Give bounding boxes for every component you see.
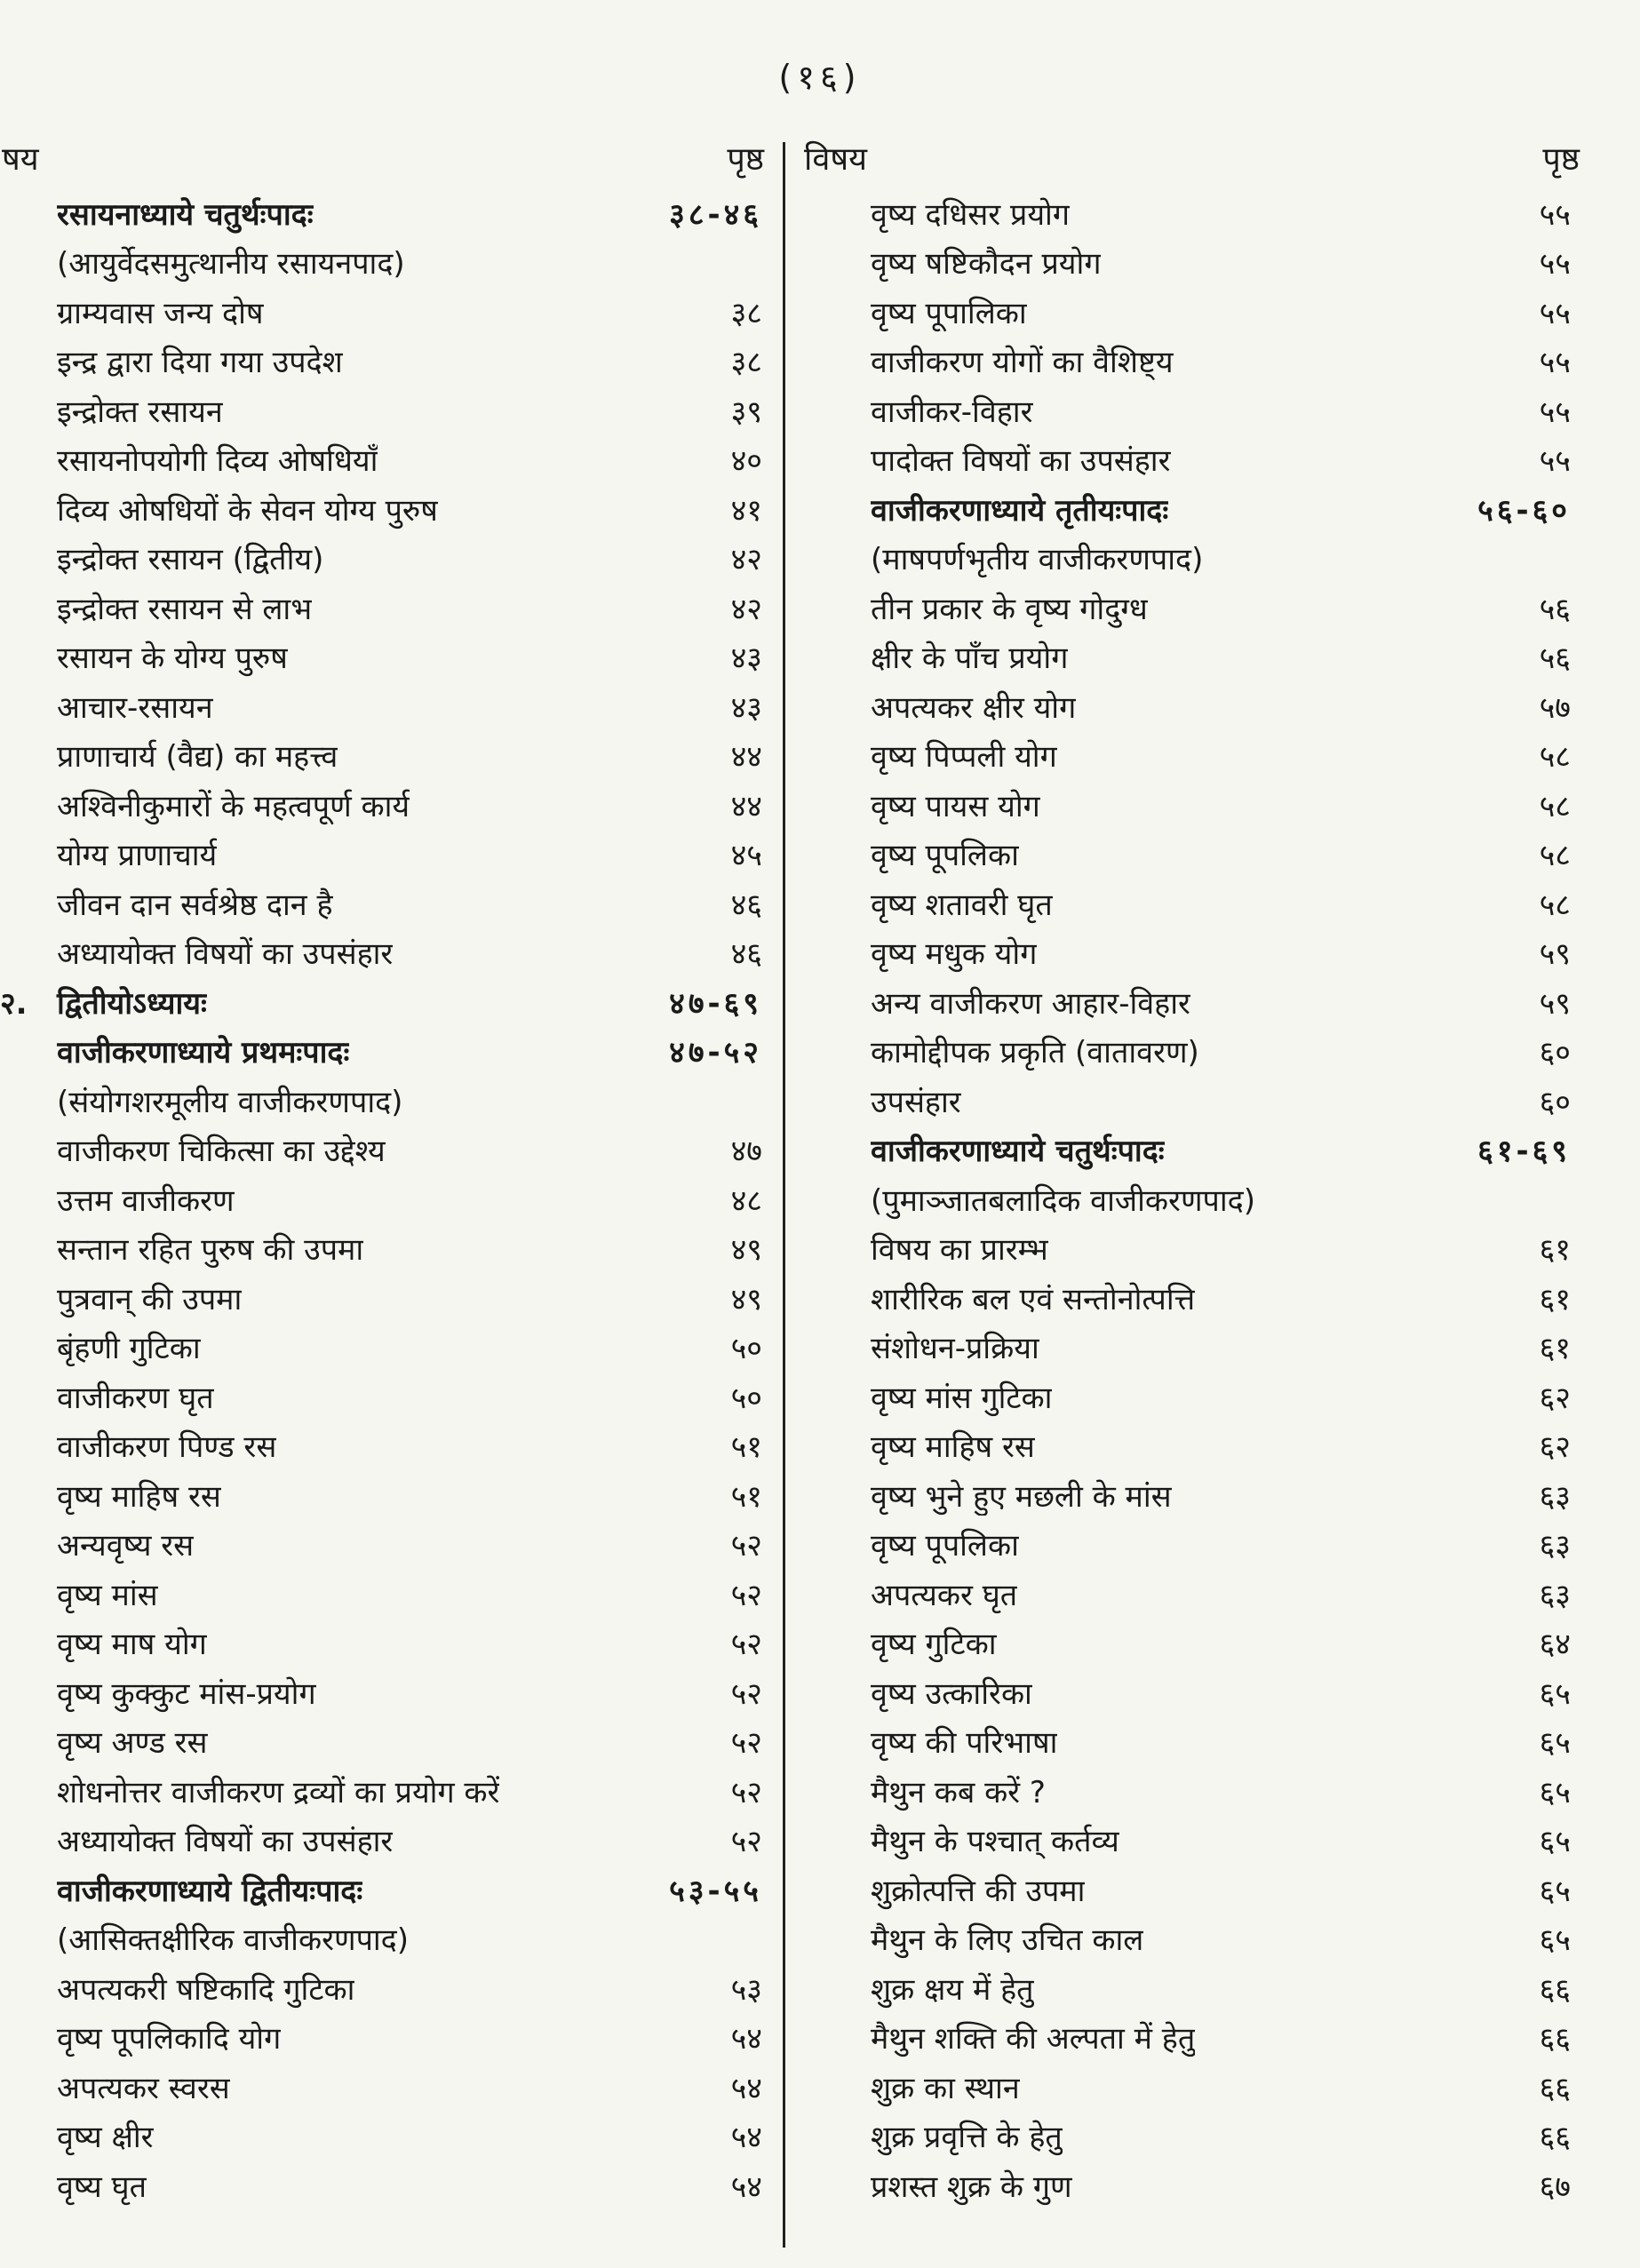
right-column [800,135,1588,2210]
toc-item [800,1421,1588,1471]
toc-item [800,1520,1588,1570]
toc-title: (संयोगशरमूलीय वाजीकरणपाद) [57,1084,403,1120]
toc-item [0,1273,773,1323]
left-column [0,135,773,2210]
toc-title: वृष्य पूपलिका [871,838,1019,874]
toc-page-number: ६२ [1539,1429,1571,1466]
toc-title: (आसिक्तक्षीरिक वाजीकरणपाद) [57,1922,410,1959]
toc-page-number: ५८ [1539,788,1571,824]
toc-title: मैथुन के लिए उचित काल [871,1922,1144,1959]
toc-item [0,2062,773,2112]
toc-title: योग्य प्राणाचार्य [57,838,218,874]
toc-title: वृष्य पूपलिकादि योग [57,2021,282,2057]
toc-item [800,1667,1588,1717]
toc-page-number: ४५ [730,838,762,874]
toc-page-number: ५० [730,1380,762,1416]
page-number: (१६) [778,58,862,97]
page-header: पृष्ठ [1542,141,1580,178]
toc-title: वाजीकर-विहार [871,394,1033,430]
toc-page-number: ६२ [1539,1380,1571,1416]
toc-item [0,780,773,830]
toc-item [800,386,1588,435]
toc-title: वृष्य मधुक योग [871,936,1038,973]
toc-heading [800,484,1588,534]
toc-title: वृष्य पिप्पली योग [871,739,1057,776]
toc-item [0,1470,773,1520]
toc-title: बृंहणी गुटिका [57,1331,201,1367]
toc-page-number: ४२ [730,591,762,627]
toc-item [800,1914,1588,1964]
toc-page-number: ५९ [1539,985,1571,1022]
toc-title: वृष्य गुटिका [871,1627,997,1663]
toc-page-number: ६५ [1539,1873,1571,1909]
toc-item [0,1323,773,1373]
toc-item [0,1421,773,1471]
toc-page-number: ६० [1539,1035,1571,1071]
toc-item [800,1224,1588,1274]
left-toc-list [0,188,773,2210]
toc-title: वृष्य मांस [57,1577,158,1613]
toc-title: अन्य वाजीकरण आहार-विहार [871,985,1190,1022]
toc-item [0,633,773,682]
toc-title: कामोद्दीपक प्रकृति (वातावरण) [871,1035,1199,1071]
toc-item [800,1470,1588,1520]
toc-title: वाजीकरणाध्याये द्वितीयःपादः [57,1873,363,1909]
toc-page-number: ६१ [1539,1232,1571,1269]
toc-title: वृष्य घृत [57,2169,147,2205]
toc-title: शोधनोत्तर वाजीकरण द्रव्यों का प्रयोग करें [57,1774,500,1810]
toc-item [0,583,773,633]
toc-item [800,731,1588,781]
toc-item [0,2161,773,2210]
toc-item [800,928,1588,978]
toc-page-number: ५२ [730,1675,762,1712]
chapter-title: द्वितीयोऽध्यायः [57,985,207,1022]
toc-page-number: ५२ [730,1725,762,1762]
toc-item [800,633,1588,682]
toc-item [0,1174,773,1224]
toc-item [0,1569,773,1619]
toc-page-number: ४७ [730,1134,762,1170]
toc-page-number: ६१ [1539,1331,1571,1367]
toc-title: अपत्यकर क्षीर योग [871,689,1077,726]
toc-item [800,2112,1588,2161]
toc-title: वृष्य की परिभाषा [871,1725,1058,1762]
toc-page-number: ५१ [730,1429,762,1466]
chapter-number: २. [0,985,28,1022]
toc-item [800,1323,1588,1373]
toc-item [0,1766,773,1816]
toc-item [0,2112,773,2161]
toc-page-number: ५५ [1539,246,1571,283]
topic-header: विषय [804,141,868,178]
toc-chapter [0,977,773,1027]
toc-title: वृष्य पूपलिका [871,1528,1019,1564]
toc-page-number: ५५ [1539,295,1571,331]
toc-title: प्राणाचार्य (वैद्य) का महत्त्व [57,739,338,776]
toc-item [0,484,773,534]
toc-item [800,830,1588,879]
toc-item [0,681,773,731]
toc-page-number: ४१ [730,492,762,529]
toc-page-number: ५५ [1539,196,1571,233]
toc-subtitle [0,238,773,288]
toc-page-number: ६३ [1539,1577,1571,1613]
toc-page-number: ६० [1539,1084,1571,1120]
toc-page-number: ३८ [730,345,762,381]
toc-item [800,238,1588,288]
toc-title: पुत्रवान् की उपमा [57,1281,243,1317]
toc-title: अपत्यकर घृत [871,1577,1018,1613]
toc-item [800,681,1588,731]
toc-title: आचार-रसायन [57,689,213,726]
column-divider [783,142,785,2248]
toc-page-number: ५२ [730,1577,762,1613]
toc-page-number: ४९ [730,1232,762,1269]
toc-title: वाजीकरणाध्याये प्रथमःपादः [57,1035,350,1071]
toc-title: (आयुर्वेदसमुत्थानीय रसायनपाद) [57,246,405,283]
toc-page-number: ५६-६० [1477,492,1571,529]
toc-title: वृष्य पूपालिका [871,295,1027,331]
toc-page-number: ५४ [730,2021,762,2057]
toc-page-number: ४६ [730,887,762,923]
toc-title: वृष्य दधिसर प्रयोग [871,196,1070,233]
toc-item [0,287,773,337]
toc-item [800,287,1588,337]
toc-page-number: ४४ [730,739,762,776]
toc-heading [0,1865,773,1914]
toc-page-number: ६५ [1539,1774,1571,1810]
toc-title: अन्यवृष्य रस [57,1528,195,1564]
toc-page-number: ३८-४६ [669,196,762,233]
toc-title: वृष्य क्षीर [57,2120,154,2156]
toc-page-number: ५४ [730,2070,762,2106]
toc-page-number: ४० [730,443,762,480]
toc-subtitle [800,1174,1588,1224]
toc-title: अध्यायोक्त विषयों का उपसंहार [57,1824,394,1860]
toc-item [800,1816,1588,1866]
toc-page-number: ४६ [730,936,762,973]
toc-title: (पुमाञ्जातबलादिक वाजीकरणपाद) [871,1182,1255,1219]
toc-page-number: ५६ [1539,591,1571,627]
toc-title: वृष्य माहिष रस [57,1478,221,1515]
toc-title: अश्विनीकुमारों के महत्वपूर्ण कार्य [57,788,410,824]
toc-title: संशोधन-प्रक्रिया [871,1331,1039,1367]
toc-item [0,435,773,485]
toc-title: वाजीकरणाध्याये चतुर्थःपादः [871,1134,1165,1170]
toc-item [0,1963,773,2013]
toc-page-number: ६४ [1539,1627,1571,1663]
toc-page-number: ५५ [1539,394,1571,430]
toc-title: वृष्य मांस गुटिका [871,1380,1053,1416]
toc-page-number: ६६ [1539,1971,1571,2008]
toc-item [800,1372,1588,1421]
toc-item [800,1963,1588,2013]
left-column-header [0,135,773,179]
toc-heading [800,1126,1588,1175]
toc-title: अध्यायोक्त विषयों का उपसंहार [57,936,394,973]
toc-page-number: ५४ [730,2120,762,2156]
toc-title: इन्द्रोक्त रसायन (द्वितीय) [57,542,324,578]
toc-title: वाजीकरण पिण्ड रस [57,1429,277,1466]
toc-page-number: ४८ [730,1182,762,1219]
toc-title: वाजीकरण योगों का वैशिष्ट्य [871,345,1174,381]
toc-title: मैथुन कब करें ? [871,1774,1046,1810]
toc-title: वृष्य माष योग [57,1627,207,1663]
toc-title: वृष्य माहिष रस [871,1429,1035,1466]
toc-page-number: ६६ [1539,2070,1571,2106]
toc-page-number: ४३ [730,689,762,726]
toc-page-number: ६५ [1539,1725,1571,1762]
toc-title: वृष्य षष्टिकौदन प्रयोग [871,246,1102,283]
toc-title: वृष्य पायस योग [871,788,1040,824]
toc-title: वृष्य कुक्कुट मांस-प्रयोग [57,1675,316,1712]
toc-item [0,1520,773,1570]
toc-title: वाजीकरण घृत [57,1380,214,1416]
toc-item [800,1717,1588,1767]
toc-page-number: ५८ [1539,739,1571,776]
toc-title: तीन प्रकार के वृष्य गोदुग्ध [871,591,1148,627]
toc-title [0,982,207,1023]
toc-item [800,1865,1588,1914]
toc-page-number: ५८ [1539,838,1571,874]
toc-page-number: ६६ [1539,2120,1571,2156]
toc-title: रसायनाध्याये चतुर्थःपादः [57,196,314,233]
toc-item [800,1569,1588,1619]
toc-title: पादोक्त विषयों का उपसंहार [871,443,1171,480]
toc-title: अपत्यकरी षष्टिकादि गुटिका [57,1971,355,2008]
toc-title: जीवन दान सर्वश्रेष्ठ दान है [57,887,333,923]
toc-title: अपत्यकर स्वरस [57,2070,230,2106]
toc-title: मैथुन के पश्चात् कर्तव्य [871,1824,1119,1860]
toc-item [800,977,1588,1027]
toc-title: उपसंहार [871,1084,961,1120]
toc-page-number: ६१-६९ [1477,1134,1571,1170]
toc-item [800,435,1588,485]
toc-title: रसायन के योग्य पुरुष [57,641,288,677]
toc-item [800,1076,1588,1126]
toc-page-number: ४४ [730,788,762,824]
toc-title: विषय का प्रारम्भ [871,1232,1048,1269]
toc-title: शुक्रोत्पत्ति की उपमा [871,1873,1086,1909]
topic-header: षय [2,141,39,178]
toc-page-number: ४७-६९ [669,985,762,1022]
toc-title: वृष्य भुने हुए मछली के मांस [871,1478,1172,1515]
toc-page-number: ६१ [1539,1281,1571,1317]
toc-item [800,2161,1588,2210]
toc-item [0,386,773,435]
toc-page-number: ६३ [1539,1478,1571,1515]
toc-page-number: ४९ [730,1281,762,1317]
toc-title: इन्द्रोक्त रसायन से लाभ [57,591,313,627]
toc-page-number: ६५ [1539,1824,1571,1860]
toc-item [0,731,773,781]
toc-page-number: ६३ [1539,1528,1571,1564]
toc-item [0,928,773,978]
toc-page-number: ५३-५५ [669,1873,762,1909]
toc-subtitle [800,534,1588,584]
toc-page-number: ५८ [1539,887,1571,923]
toc-page-number: ४७-५२ [669,1035,762,1071]
toc-item [800,2062,1588,2112]
toc-page-number: ५२ [730,1824,762,1860]
toc-item [0,830,773,879]
toc-item [800,879,1588,928]
toc-item [0,1224,773,1274]
toc-item [0,534,773,584]
toc-title: (माषपर्णभृतीय वाजीकरणपाद) [871,542,1204,578]
toc-title: रसायनोपयोगी दिव्य ओषधियाँ [57,443,378,480]
toc-title: प्रशस्त शुक्र के गुण [871,2169,1072,2205]
toc-title: इन्द्रोक्त रसायन [57,394,223,430]
toc-page-number: ५७ [1539,689,1571,726]
toc-title: शुक्र प्रवृत्ति के हेतु [871,2120,1063,2156]
toc-title: उत्तम वाजीकरण [57,1182,235,1219]
toc-item [800,583,1588,633]
toc-item [0,337,773,386]
toc-page-number: ५९ [1539,936,1571,973]
toc-item [800,780,1588,830]
toc-item [0,1619,773,1668]
toc-item [800,1619,1588,1668]
toc-title: इन्द्र द्वारा दिया गया उपदेश [57,345,343,381]
toc-title: वृष्य उत्कारिका [871,1675,1032,1712]
toc-title: वृष्य शतावरी घृत [871,887,1053,923]
toc-page-number: ५३ [730,1971,762,2008]
toc-item [0,1816,773,1866]
toc-item [0,1126,773,1175]
toc-page-number: ३९ [730,394,762,430]
toc-item [0,879,773,928]
toc-title: शुक्र क्षय में हेतु [871,1971,1034,2008]
toc-subtitle [0,1076,773,1126]
toc-item [800,188,1588,238]
toc-title: सन्तान रहित पुरुष की उपमा [57,1232,364,1269]
toc-page-number: ५१ [730,1478,762,1515]
toc-item [800,1027,1588,1077]
toc-item [0,1667,773,1717]
toc-subtitle [0,1914,773,1964]
toc-title: क्षीर के पाँच प्रयोग [871,641,1069,677]
toc-page-number: ५५ [1539,443,1571,480]
toc-page-number: ५२ [730,1528,762,1564]
toc-title: मैथुन शक्ति की अल्पता में हेतु [871,2021,1196,2057]
toc-page-number: ५० [730,1331,762,1367]
toc-page-number: ६५ [1539,1922,1571,1959]
toc-item [0,2013,773,2063]
toc-page-number: ३८ [730,295,762,331]
toc-page-number: ४३ [730,641,762,677]
toc-page-number: ५६ [1539,641,1571,677]
toc-item [800,1273,1588,1323]
toc-title: वाजीकरण चिकित्सा का उद्देश्य [57,1134,386,1170]
toc-page-number: ६७ [1539,2169,1571,2205]
toc-item [800,2013,1588,2063]
toc-title: शारीरिक बल एवं सन्तोनोत्पत्ति [871,1281,1196,1317]
toc-page-number: ५४ [730,2169,762,2205]
toc-page-number: ५५ [1539,345,1571,381]
toc-title: ग्राम्यवास जन्य दोष [57,295,264,331]
toc-page-number: ५२ [730,1627,762,1663]
toc-item [800,1766,1588,1816]
toc-item [0,1372,773,1421]
right-toc-list [800,188,1588,2210]
toc-title: शुक्र का स्थान [871,2070,1020,2106]
toc-page-number: ५२ [730,1774,762,1810]
toc-title: वृष्य अण्ड रस [57,1725,208,1762]
toc-page-number: ४२ [730,542,762,578]
right-column-header [800,135,1588,179]
toc-page-number: ६५ [1539,1675,1571,1712]
toc-title: वाजीकरणाध्याये तृतीयःपादः [871,492,1169,529]
toc-title: दिव्य ओषधियों के सेवन योग्य पुरुष [57,492,438,529]
page-header: पृष्ठ [727,141,764,178]
toc-page-number: ६६ [1539,2021,1571,2057]
toc-item [0,1717,773,1767]
toc-heading [0,188,773,238]
toc-heading [0,1027,773,1077]
toc-item [800,337,1588,386]
